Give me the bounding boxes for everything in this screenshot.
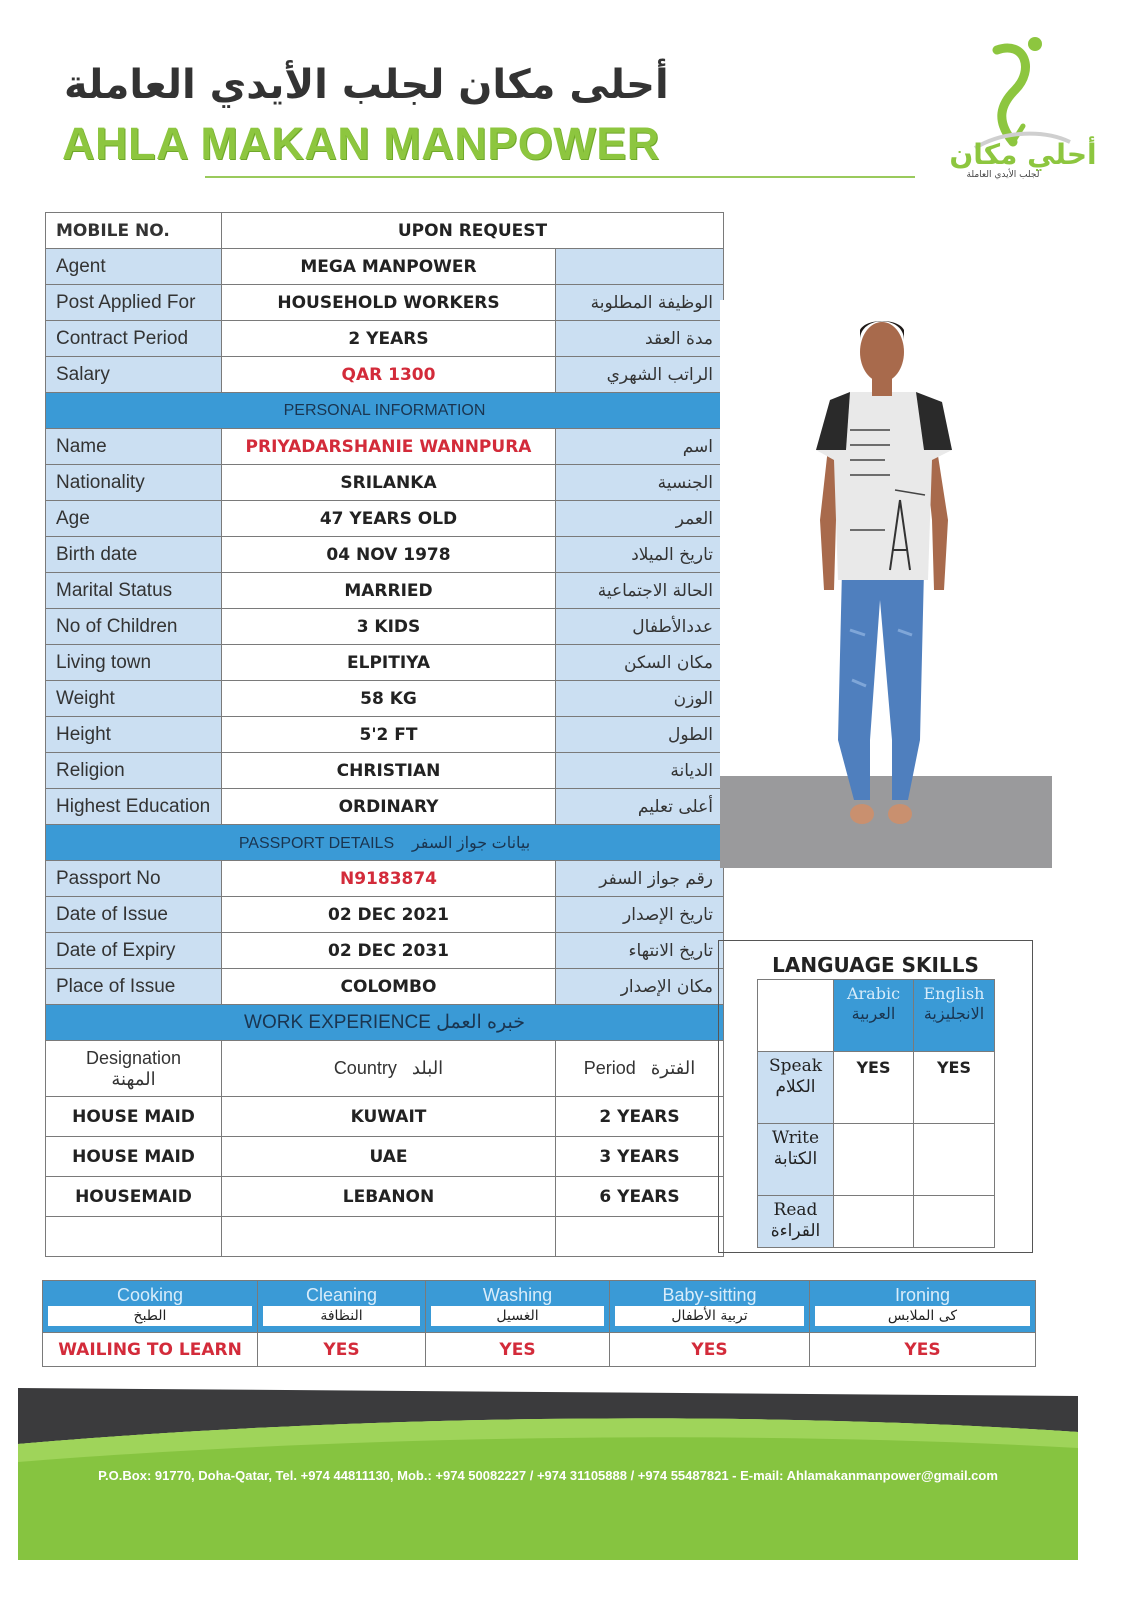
- nationality-value: SRILANKA: [222, 465, 556, 501]
- skill-cooking-value: WAILING TO LEARN: [43, 1333, 258, 1367]
- salary-label: Salary: [46, 357, 222, 393]
- table-row: [46, 897, 724, 933]
- education-value: ORDINARY: [222, 789, 556, 825]
- period-en: Period: [583, 1058, 636, 1078]
- country-ar: البلد: [411, 1058, 444, 1078]
- town-label: Living town: [46, 645, 222, 681]
- empty-cell: [46, 1217, 222, 1257]
- period-column-header: [556, 1041, 724, 1097]
- work-period: 2 YEARS: [556, 1097, 724, 1137]
- age-label: Age: [46, 501, 222, 537]
- skill-washing-header: [426, 1281, 610, 1333]
- agent-value: MEGA MANPOWER: [222, 249, 556, 285]
- table-row: [46, 249, 724, 285]
- work-experience-header: [46, 1005, 724, 1041]
- name-arabic: اسم: [556, 429, 724, 465]
- english-col-en: English: [923, 984, 985, 1003]
- passport-header-ar: بيانات جواز السفر: [411, 834, 531, 852]
- education-arabic: أعلى تعليم: [556, 789, 724, 825]
- table-row: [46, 321, 724, 357]
- write-ar: الكتابة: [773, 1149, 818, 1170]
- issue-date-label: Date of Issue: [46, 897, 222, 933]
- table-row: [46, 1137, 724, 1177]
- passport-no-arabic: رقم جواز السفر: [556, 861, 724, 897]
- marital-arabic: الحالة الاجتماعية: [556, 573, 724, 609]
- agent-label: Agent: [46, 249, 222, 285]
- weight-arabic: الوزن: [556, 681, 724, 717]
- children-value: 3 KIDS: [222, 609, 556, 645]
- speak-english-value: YES: [914, 1052, 995, 1124]
- arabic-col-en: Arabic: [846, 984, 901, 1003]
- age-value: 47 YEARS OLD: [222, 501, 556, 537]
- salary-value: QAR 1300: [222, 357, 556, 393]
- passport-no-label: Passport No: [46, 861, 222, 897]
- salary-arabic: الراتب الشهري: [556, 357, 724, 393]
- religion-arabic: الديانة: [556, 753, 724, 789]
- town-arabic: مكان السكن: [556, 645, 724, 681]
- mobile-label: MOBILE NO.: [46, 213, 222, 249]
- table-row: [46, 609, 724, 645]
- skill-cooking-header: [43, 1281, 258, 1333]
- skill-ironing-header: [810, 1281, 1036, 1333]
- english-col-ar: الانجليزية: [923, 1004, 985, 1023]
- marital-value: MARRIED: [222, 573, 556, 609]
- write-en: Write: [771, 1128, 820, 1148]
- table-row: [46, 645, 724, 681]
- contract-value: 2 YEARS: [222, 321, 556, 357]
- mobile-value: UPON REQUEST: [222, 213, 724, 249]
- language-skills-title: LANGUAGE SKILLS: [772, 953, 979, 977]
- speak-en: Speak: [768, 1056, 823, 1076]
- period-ar: الفترة: [650, 1058, 696, 1078]
- empty-cell: [556, 1217, 724, 1257]
- work-country: KUWAIT: [222, 1097, 556, 1137]
- height-value: 5'2 FT: [222, 717, 556, 753]
- contract-label: Contract Period: [46, 321, 222, 357]
- table-row: [46, 1217, 724, 1257]
- applicant-photo: [720, 300, 1052, 868]
- skill-en: Baby-sitting: [662, 1285, 757, 1305]
- header-divider: [205, 176, 915, 178]
- skill-babysitting-value: YES: [610, 1333, 810, 1367]
- designation-ar: المهنة: [111, 1068, 156, 1089]
- section-header-row: [46, 825, 724, 861]
- country-en: Country: [333, 1058, 397, 1078]
- table-row: [758, 1124, 995, 1196]
- expiry-date-value: 02 DEC 2031: [222, 933, 556, 969]
- town-value: ELPITIYA: [222, 645, 556, 681]
- read-row-label: [758, 1196, 834, 1248]
- work-country: LEBANON: [222, 1177, 556, 1217]
- write-row-label: [758, 1124, 834, 1196]
- religion-value: CHRISTIAN: [222, 753, 556, 789]
- logo-subtitle: لجلب الأيدي العاملة: [966, 170, 1040, 180]
- work-designation: HOUSEMAID: [46, 1177, 222, 1217]
- skill-en: Washing: [482, 1285, 553, 1305]
- issue-place-arabic: مكان الإصدار: [556, 969, 724, 1005]
- table-row: [46, 573, 724, 609]
- education-label: Highest Education: [46, 789, 222, 825]
- passport-details-header: [46, 825, 724, 861]
- issue-place-value: COLOMBO: [222, 969, 556, 1005]
- table-row: [46, 537, 724, 573]
- english-company-title: AHLA MAKAN MANPOWER: [62, 118, 660, 169]
- birthdate-value: 04 NOV 1978: [222, 537, 556, 573]
- skill-cleaning-header: [258, 1281, 426, 1333]
- skill-ar: تربية الأطفال: [615, 1306, 804, 1326]
- agent-arabic: [556, 249, 724, 285]
- birthdate-arabic: تاريخ الميلاد: [556, 537, 724, 573]
- skill-en: Cooking: [116, 1285, 184, 1305]
- footer-contact: P.O.Box: 91770, Doha-Qatar, Tel. +974 44811130, Mob.: +974 50082227 / +974 31105888 / +974 55487821 - E-mail: Ahlamakanmanpower@gmail.com: [98, 1468, 998, 1483]
- table-row: [43, 1333, 1036, 1367]
- table-row: [758, 980, 995, 1052]
- table-row: [758, 1196, 995, 1248]
- skill-en: Ironing: [894, 1285, 951, 1305]
- post-value: HOUSEHOLD WORKERS: [222, 285, 556, 321]
- skill-ar: كى الملابس: [815, 1306, 1030, 1326]
- issue-date-arabic: تاريخ الإصدار: [556, 897, 724, 933]
- applicant-info-table: [45, 212, 724, 1257]
- post-arabic: الوظيفة المطلوبة: [556, 285, 724, 321]
- table-row: [46, 285, 724, 321]
- table-row: [758, 1052, 995, 1124]
- religion-label: Religion: [46, 753, 222, 789]
- weight-label: Weight: [46, 681, 222, 717]
- age-arabic: العمر: [556, 501, 724, 537]
- name-value: PRIYADARSHANIE WANNPURA: [222, 429, 556, 465]
- speak-row-label: [758, 1052, 834, 1124]
- children-arabic: عددالأطفال: [556, 609, 724, 645]
- children-label: No of Children: [46, 609, 222, 645]
- table-row: [43, 1281, 1036, 1333]
- skill-cleaning-value: YES: [258, 1333, 426, 1367]
- arabic-col-ar: العربية: [851, 1004, 896, 1023]
- table-row: [46, 465, 724, 501]
- country-column-header: [222, 1041, 556, 1097]
- read-ar: القراءة: [770, 1221, 821, 1242]
- arabic-column-header: [834, 980, 914, 1052]
- nationality-label: Nationality: [46, 465, 222, 501]
- speak-arabic-value: YES: [834, 1052, 914, 1124]
- marital-label: Marital Status: [46, 573, 222, 609]
- work-period: 3 YEARS: [556, 1137, 724, 1177]
- table-row: [46, 1097, 724, 1137]
- expiry-date-label: Date of Expiry: [46, 933, 222, 969]
- work-designation: HOUSE MAID: [46, 1137, 222, 1177]
- skills-table: [42, 1280, 1036, 1367]
- empty-cell: [222, 1217, 556, 1257]
- work-columns-row: [46, 1041, 724, 1097]
- work-period: 6 YEARS: [556, 1177, 724, 1217]
- table-row: [46, 753, 724, 789]
- height-label: Height: [46, 717, 222, 753]
- english-column-header: [914, 980, 995, 1052]
- personal-info-header: PERSONAL INFORMATION: [46, 393, 724, 429]
- table-row: [46, 969, 724, 1005]
- table-row: [46, 1177, 724, 1217]
- height-arabic: الطول: [556, 717, 724, 753]
- table-row: [46, 861, 724, 897]
- section-header-row: [46, 1005, 724, 1041]
- speak-ar: الكلام: [775, 1077, 816, 1098]
- work-designation: HOUSE MAID: [46, 1097, 222, 1137]
- nationality-arabic: الجنسية: [556, 465, 724, 501]
- passport-header-en: PASSPORT DETAILS: [238, 834, 395, 852]
- name-label: Name: [46, 429, 222, 465]
- table-row: [46, 429, 724, 465]
- arabic-company-title: أحلى مكان لجلب الأيدي العاملة: [64, 62, 669, 108]
- language-skills-table: [757, 979, 995, 1248]
- table-row: [46, 501, 724, 537]
- language-skills-box: [718, 940, 1033, 1253]
- read-en: Read: [773, 1200, 818, 1220]
- logo-arabic-text: أحلي مكان: [949, 138, 1097, 171]
- passport-no-value: N9183874: [222, 861, 556, 897]
- work-header-en: WORK EXPERIENCE: [244, 1012, 431, 1033]
- designation-column-header: [46, 1041, 222, 1097]
- contract-arabic: مدة العقد: [556, 321, 724, 357]
- issue-date-value: 02 DEC 2021: [222, 897, 556, 933]
- expiry-date-arabic: تاريخ الانتهاء: [556, 933, 724, 969]
- birthdate-label: Birth date: [46, 537, 222, 573]
- skill-babysitting-header: [610, 1281, 810, 1333]
- empty-cell: [758, 980, 834, 1052]
- weight-value: 58 KG: [222, 681, 556, 717]
- designation-en: Designation: [85, 1047, 182, 1068]
- write-arabic-value: [834, 1124, 914, 1196]
- table-row: [46, 357, 724, 393]
- read-arabic-value: [834, 1196, 914, 1248]
- table-row: [46, 789, 724, 825]
- work-country: UAE: [222, 1137, 556, 1177]
- skill-washing-value: YES: [426, 1333, 610, 1367]
- skill-ironing-value: YES: [810, 1333, 1036, 1367]
- table-row: [46, 681, 724, 717]
- write-english-value: [914, 1124, 995, 1196]
- skill-ar: الغسيل: [431, 1306, 604, 1326]
- skill-en: Cleaning: [305, 1285, 378, 1305]
- read-english-value: [914, 1196, 995, 1248]
- table-row: [46, 717, 724, 753]
- issue-place-label: Place of Issue: [46, 969, 222, 1005]
- work-header-ar: خبره العمل: [436, 1012, 525, 1033]
- skill-ar: الطبخ: [48, 1306, 252, 1326]
- table-row: [46, 933, 724, 969]
- table-row: [46, 213, 724, 249]
- section-header-row: [46, 393, 724, 429]
- skill-ar: النظافة: [263, 1306, 420, 1326]
- post-label: Post Applied For: [46, 285, 222, 321]
